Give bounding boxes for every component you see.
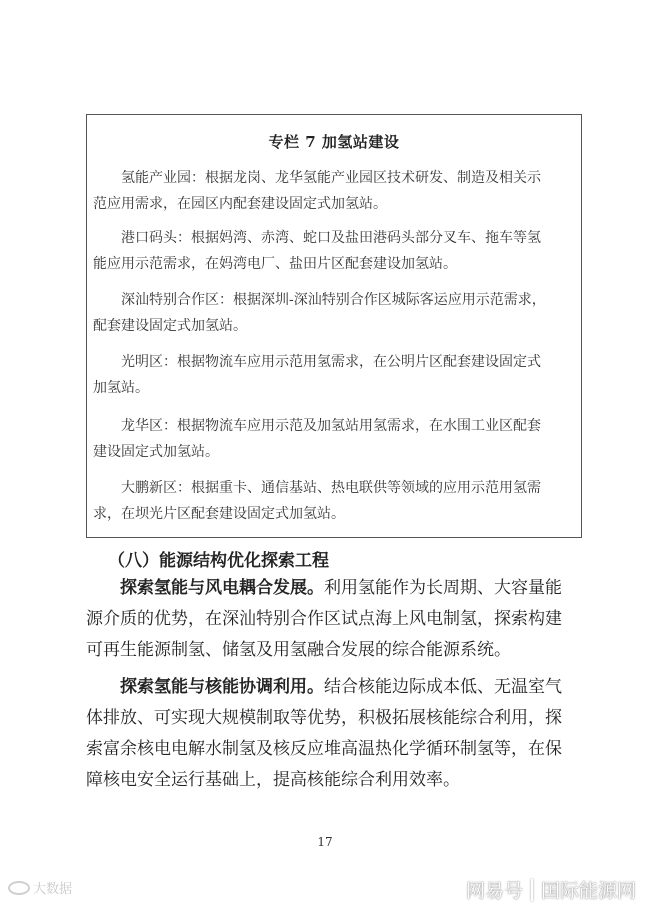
paragraph-line: 可再生能源制氢、储氢及用氢融合发展的综合能源系统。 bbox=[86, 640, 511, 660]
watermark-name: 国际能源网 bbox=[540, 880, 636, 902]
paragraph-first-line bbox=[120, 573, 586, 604]
paragraph-text: 结合核能边际成本低、无温室气 bbox=[324, 677, 562, 697]
entry-line: 港口码头：根据妈湾、赤湾、蛇口及盐田港码头部分叉车、拖车等氢 bbox=[121, 230, 541, 246]
watermark-right bbox=[466, 876, 636, 903]
paragraph-line: 障核电安全运行基础上，提高核能综合利用效率。 bbox=[86, 770, 460, 790]
paragraph-line: 源介质的优势，在深汕特别合作区试点海上风电制氢，探索构建 bbox=[86, 609, 562, 629]
paragraph bbox=[86, 573, 586, 666]
entry-line: 配套建设固定式加氢站。 bbox=[93, 318, 247, 334]
paragraph-first-line bbox=[120, 672, 586, 703]
section-heading: （八）能源结构优化探索工程 bbox=[108, 551, 329, 571]
entry-line: 建设固定式加氢站。 bbox=[93, 444, 219, 460]
entry-line: 加氢站。 bbox=[93, 380, 149, 396]
entry-line: 深汕特别合作区：根据深圳-深汕特别合作区城际客运应用示范需求， bbox=[121, 292, 546, 308]
watermark-divider bbox=[531, 879, 533, 901]
entry-line: 范应用需求，在园区内配套建设固定式加氢站。 bbox=[93, 196, 387, 212]
box-entry bbox=[93, 349, 571, 401]
entry-line: 氢能产业园：根据龙岗、龙华氢能产业园区技术研发、制造及相关示 bbox=[121, 170, 541, 186]
watermark-left-text: 大数据 bbox=[33, 882, 73, 897]
watermark-brand: 网易号 bbox=[465, 880, 523, 902]
paragraph-line: 索富余核电电解水制氢及核反应堆高温热化学循环制氢等，在保 bbox=[86, 739, 562, 759]
entry-line: 龙华区：根据物流车应用示范及加氢站用氢需求，在水围工业区配套 bbox=[121, 418, 541, 434]
paragraph-text: 利用氢能作为长周期、大容量能 bbox=[324, 578, 562, 598]
paragraph-lead: 探索氢能与风电耦合发展。 bbox=[120, 578, 324, 598]
special-column-box bbox=[86, 114, 582, 538]
box-entry bbox=[93, 475, 571, 527]
entry-line: 大鹏新区：根据重卡、通信基站、热电联供等领域的应用示范用氢需 bbox=[121, 480, 541, 496]
box-title: 专栏 7 加氢站建设 bbox=[268, 133, 400, 151]
watermark-left bbox=[8, 878, 72, 897]
entry-line: 求，在坝光片区配套建设固定式加氢站。 bbox=[93, 506, 345, 522]
paragraph-lead: 探索氢能与核能协调利用。 bbox=[120, 677, 324, 697]
box-entry bbox=[93, 413, 571, 465]
paragraph-line: 体排放、可实现大规模制取等优势，积极拓展核能综合利用，探 bbox=[86, 708, 562, 728]
box-entry bbox=[93, 287, 571, 339]
box-entry bbox=[93, 225, 571, 277]
paragraph bbox=[86, 672, 586, 796]
entry-line: 能应用示范需求，在妈湾电厂、盐田片区配套建设加氢站。 bbox=[93, 256, 457, 272]
box-entry bbox=[93, 165, 571, 217]
watermark-logo-icon bbox=[8, 881, 30, 895]
page-number: 17 bbox=[317, 835, 333, 849]
entry-line: 光明区：根据物流车应用示范用氢需求，在公明片区配套建设固定式 bbox=[121, 354, 541, 370]
